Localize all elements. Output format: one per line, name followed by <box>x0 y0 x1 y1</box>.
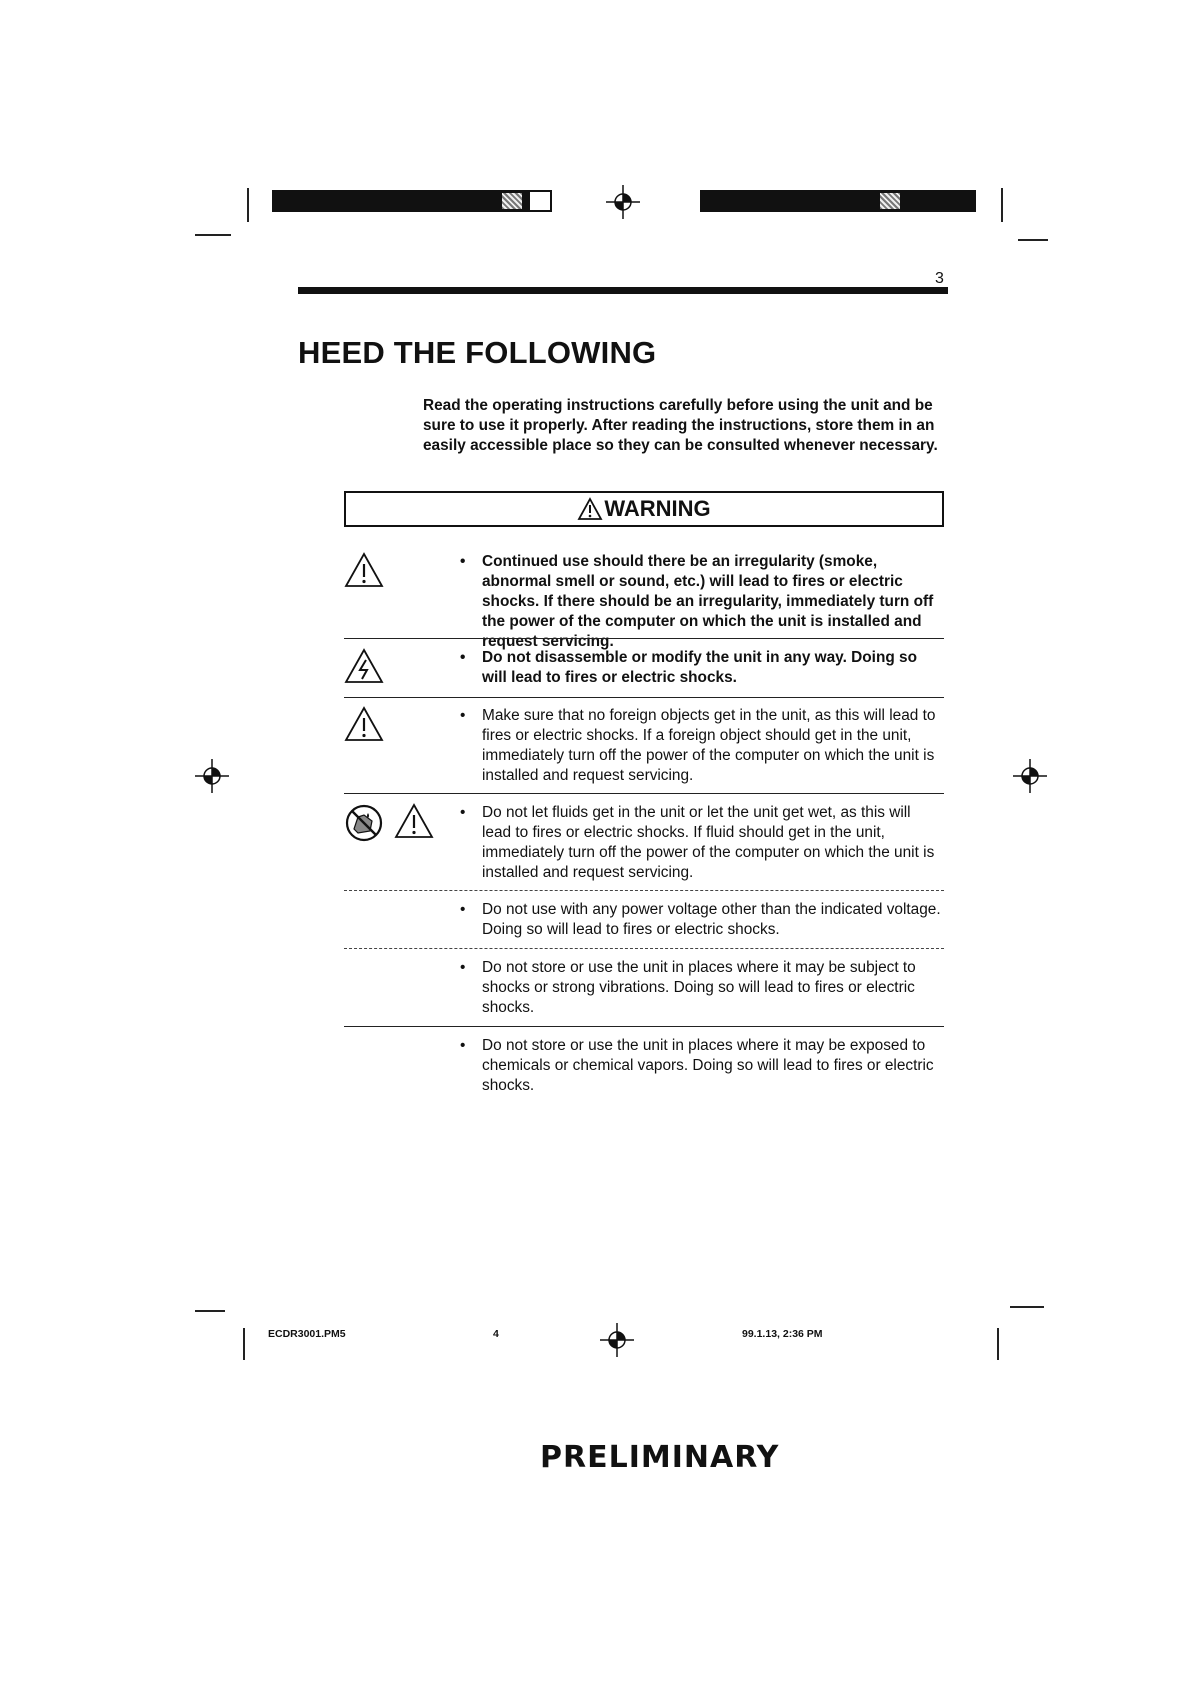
page-number: 3 <box>935 270 944 287</box>
caution-icon <box>344 552 384 588</box>
crop-mark-bottom-left-h <box>195 1310 225 1312</box>
electric-shock-icon <box>344 648 384 684</box>
entry-icons <box>344 648 384 684</box>
crop-mark-top-right-h <box>1018 239 1048 241</box>
no-wet-hands-icon <box>344 803 384 843</box>
footer-timestamp: 99.1.13, 2:36 PM <box>742 1328 823 1340</box>
warning-entry-3-text: Make sure that no foreign objects get in the unit, as this will lead to fires or electric shocks. If a foreign object should get in the unit, immediately turn off the power of the computer on which the unit is installed and request servicing. <box>482 707 936 784</box>
footer-sheet-number: 4 <box>493 1328 499 1340</box>
warning-entry-4 <box>344 803 944 883</box>
registration-target-top <box>606 185 640 219</box>
intro-paragraph: Read the operating instructions carefully before using the unit and be sure to use it properly. After reading the instructions, store them in an easily accessible place so they can be consulted whenever necessary. <box>423 397 938 454</box>
warning-entry-2-text: Do not disassemble or modify the unit in any way. Doing so will lead to fires or electric shocks. <box>482 649 917 686</box>
entry-separator <box>344 1026 944 1027</box>
crop-mark-bottom-left <box>243 1328 245 1360</box>
entry-separator <box>344 793 944 794</box>
warning-entry-3 <box>344 706 944 786</box>
warning-entry-text <box>460 958 942 1018</box>
registration-target-right <box>1013 759 1047 793</box>
warning-heading: WARNING <box>604 496 711 521</box>
density-patch-right <box>880 193 900 209</box>
warning-heading-box <box>344 491 944 527</box>
registration-target-bottom <box>600 1323 634 1357</box>
bullet: • <box>460 649 466 666</box>
entry-separator <box>344 890 944 891</box>
warning-entry-text <box>460 552 942 652</box>
footer-file-name: ECDR3001.PM5 <box>268 1328 346 1340</box>
bullet: • <box>460 707 466 724</box>
bullet: • <box>460 804 466 821</box>
crop-mark-bottom-right-h <box>1010 1306 1044 1308</box>
entry-separator <box>344 948 944 949</box>
warning-entry-text <box>460 803 942 883</box>
warning-triangle-icon <box>577 497 603 521</box>
warning-entry-text <box>460 648 942 688</box>
crop-mark-top-right <box>1001 188 1003 222</box>
crop-mark-bottom-right <box>997 1328 999 1360</box>
bullet: • <box>460 1037 466 1054</box>
warning-entry-5 <box>344 900 944 944</box>
density-bar-right <box>700 190 976 212</box>
bullet: • <box>460 553 466 570</box>
warning-entry-4-text: Do not let fluids get in the unit or let the unit get wet, as this will lead to fires or electric shocks. If fluid should get in the unit, immediately turn off the power of the computer on which the unit is installed and request servicing. <box>482 804 935 881</box>
warning-entry-1-text: Continued use should there be an irregularity (smoke, abnormal smell or sound, etc.) will lead to fires or electric shocks. If there should be an irregularity, immediately turn off the power of the computer on which the unit is installed and request servicing. <box>482 553 934 650</box>
warning-entry-6 <box>344 958 944 1020</box>
header-rule <box>298 287 948 294</box>
warning-entry-6-text: Do not store or use the unit in places where it may be subject to shocks or strong vibrations. Doing so will lead to fires or electric shocks. <box>482 959 916 1016</box>
bullet: • <box>460 959 466 976</box>
caution-icon <box>344 706 384 742</box>
warning-entry-5-text: Do not use with any power voltage other than the indicated voltage. Doing so will lead to fires or electric shocks. <box>482 901 941 938</box>
density-patch-left <box>502 193 522 209</box>
warning-entry-1 <box>344 552 944 650</box>
crop-mark-top-left <box>247 188 249 222</box>
bullet: • <box>460 901 466 918</box>
warning-entry-text <box>460 1036 942 1096</box>
caution-icon <box>394 803 434 839</box>
warning-entry-7-text: Do not store or use the unit in places where it may be exposed to chemicals or chemical vapors. Doing so will lead to fires or electric shocks. <box>482 1037 934 1094</box>
crop-mark-top-left-h <box>195 234 231 236</box>
warning-entry-2 <box>344 648 944 692</box>
registration-target-left <box>195 759 229 793</box>
entry-separator <box>344 697 944 698</box>
page-title: HEED THE FOLLOWING <box>298 335 657 370</box>
warning-entry-text <box>460 706 942 786</box>
density-box-left <box>528 190 552 212</box>
warning-entry-text <box>460 900 942 940</box>
preliminary-stamp: PRELIMINARY <box>540 1440 780 1475</box>
entry-icons <box>344 706 384 742</box>
entry-icons <box>344 552 384 588</box>
entry-separator <box>344 638 944 639</box>
entry-icons <box>344 803 434 843</box>
warning-entry-7 <box>344 1036 944 1098</box>
